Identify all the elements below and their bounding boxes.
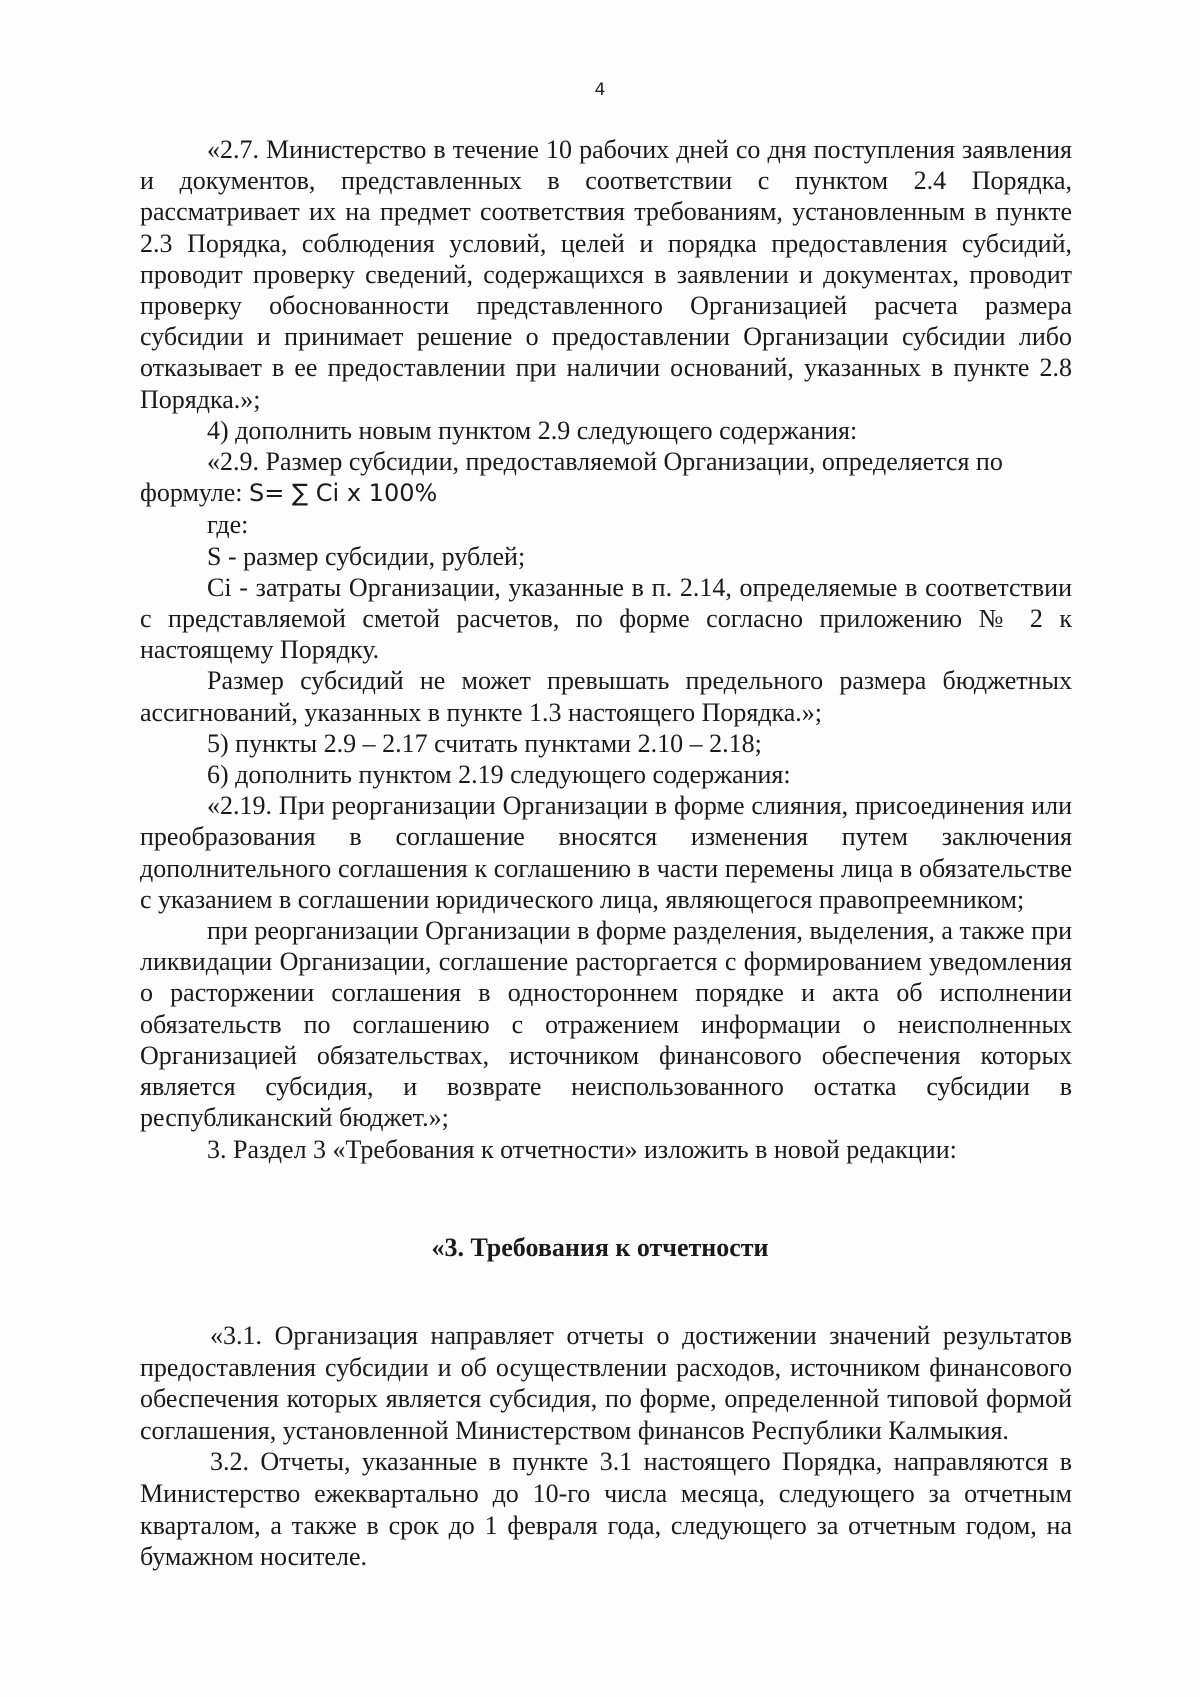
- paragraph-item-6: 6) дополнить пунктом 2.19 следующего содержания:: [207, 760, 791, 790]
- page-number: 4: [594, 80, 606, 100]
- paragraph-ci-definition: Ci - затраты Организации, указанные в п. 2.14, определяемые в соответствии с представляемой сметой расчетов, по форме согласно приложению № 2 к настоящему Порядку.: [140, 572, 1072, 665]
- section-body: [140, 1320, 1072, 1573]
- paragraph-item-3-section: 3. Раздел 3 «Требования к отчетности» изложить в новой редакции:: [207, 1134, 957, 1164]
- paragraph-2-19: «2.19. При реорганизации Организации в форме слияния, присоединения или преобразования в соглашение вносятся изменения путем заключения дополнительного соглашения к соглашению в части перемены лица в обязательстве с указанием в соглашении юридического лица, являющегося правопреемником;: [140, 791, 1072, 914]
- paragraph-limit: Размер субсидий не может превышать предельного размера бюджетных ассигнований, указанных в пункте 1.3 настоящего Порядка.»;: [140, 666, 1072, 727]
- paragraph-2-7: «2.7. Министерство в течение 10 рабочих дней со дня поступления заявления и документов, представленных в соответствии с пунктом 2.4 Порядка, рассматривает их на предмет соответствия требованиям, установленным в пункте 2.3 Порядка, соблюдения условий, целей и порядка предоставления субсидий, проводит проверку сведений, содержащихся в заявлении и документах, проводит проверку обоснованности представленного Организацией расчета размера субсидии и принимает решение о предоставлении Организации субсидии либо отказывает в ее предоставлении при наличии оснований, указанных в пункте 2.8 Порядка.»;: [140, 135, 1072, 414]
- formula-line: [140, 477, 1072, 509]
- paragraph-s-definition: S - размер субсидии, рублей;: [207, 541, 526, 571]
- paragraph-liquidation: при реорганизации Организации в форме разделения, выделения, а также при ликвидации Организации, соглашение расторгается с формированием уведомления о расторжении соглашения в одностороннем порядке и акта об исполнении обязательств по соглашению с отражением информации о неисполненных Организацией обязательствах, источником финансового обеспечения которых является субсидия, и возврате неиспользованного остатка субсидии в республиканский бюджет.»;: [140, 916, 1072, 1133]
- paragraph-3-2: 3.2. Отчеты, указанные в пункте 3.1 настоящего Порядка, направляются в Министерство ежеквартально до 10-го числа месяца, следующего за отчетным кварталом, а также в срок до 1 февраля года, следующего за отчетным годом, на бумажном носителе.: [140, 1447, 1072, 1572]
- paragraph-where: где:: [207, 510, 249, 540]
- document-body: [140, 134, 1072, 1165]
- paragraph-2-9: «2.9. Размер субсидии, предоставляемой Организации, определяется по: [207, 447, 1003, 477]
- section-heading: «3. Требования к отчетности: [431, 1233, 769, 1262]
- paragraph-3-1: «3.1. Организация направляет отчеты о достижении значений результатов предоставления субсидии и об осуществлении расходов, источником финансового обеспечения которых является субсидия, по форме, определенной типовой формой соглашения, установленной Министерством финансов Республики Калмыкия.: [140, 1321, 1072, 1445]
- formula-expression: S= ∑ Ci x 100%: [249, 479, 438, 508]
- paragraph-item-5: 5) пункты 2.9 – 2.17 считать пунктами 2.10 – 2.18;: [207, 728, 762, 758]
- paragraph-item-4: 4) дополнить новым пунктом 2.9 следующего содержания:: [207, 415, 858, 445]
- formula-prefix: формуле:: [140, 478, 250, 508]
